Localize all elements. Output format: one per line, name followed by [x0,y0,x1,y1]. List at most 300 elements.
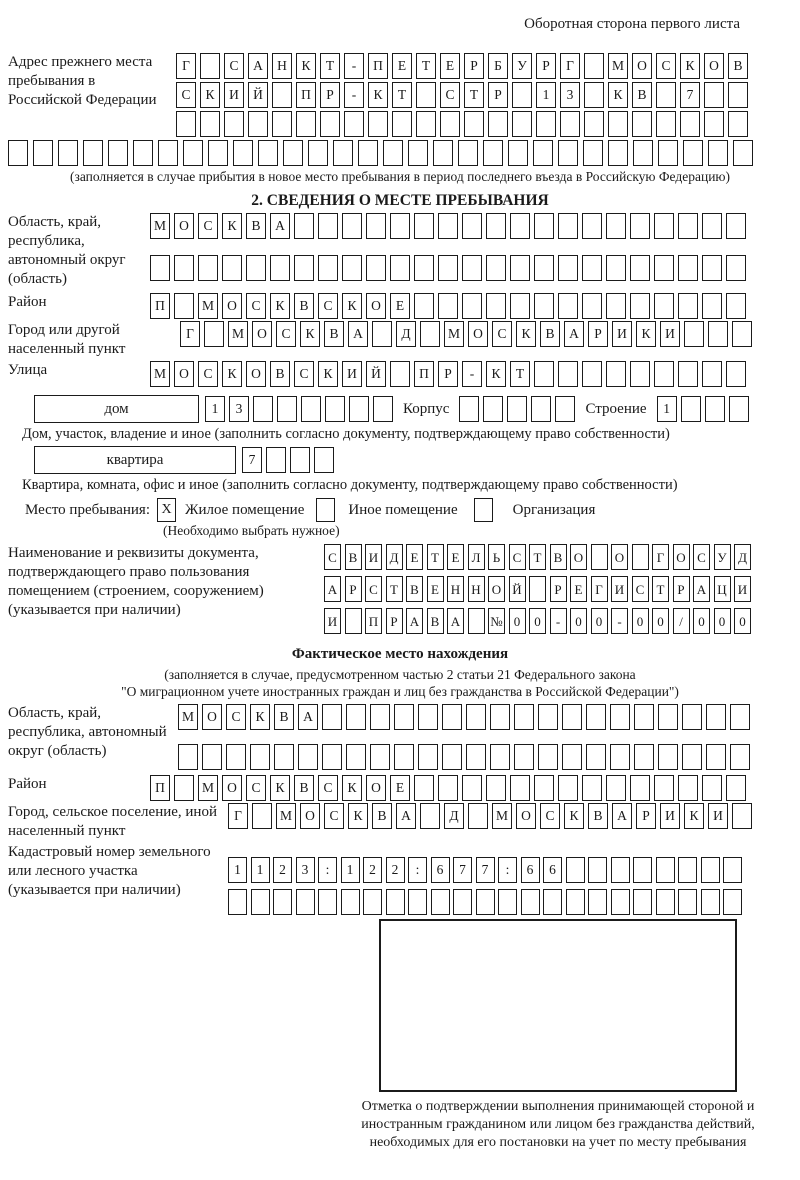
char-cell[interactable] [394,744,414,770]
char-cell[interactable] [536,111,556,137]
char-cell[interactable]: Е [440,53,460,79]
char-cell[interactable]: 2 [363,857,382,883]
char-cell[interactable] [301,396,321,422]
char-cell[interactable] [462,255,482,281]
char-cell[interactable] [723,889,742,915]
char-cell[interactable]: 7 [453,857,472,883]
char-cell[interactable] [521,889,540,915]
char-cell[interactable]: И [734,576,751,602]
char-cell[interactable] [414,255,434,281]
char-cell[interactable]: О [632,53,652,79]
char-cell[interactable] [658,744,678,770]
char-cell[interactable] [418,704,438,730]
char-cell[interactable] [346,744,366,770]
char-cell[interactable] [606,361,626,387]
char-cell[interactable] [608,111,628,137]
char-cell[interactable]: С [656,53,676,79]
char-cell[interactable] [680,111,700,137]
char-cell[interactable] [250,744,270,770]
char-cell[interactable] [442,744,462,770]
char-cell[interactable] [678,775,698,801]
char-cell[interactable] [228,889,247,915]
char-cell[interactable] [490,704,510,730]
char-cell[interactable] [486,293,506,319]
char-cell[interactable]: С [632,576,649,602]
char-cell[interactable]: М [150,213,170,239]
char-cell[interactable] [534,213,554,239]
char-cell[interactable] [272,111,292,137]
char-cell[interactable]: : [318,857,337,883]
char-cell[interactable] [226,744,246,770]
char-cell[interactable]: - [462,361,482,387]
char-cell[interactable]: 3 [296,857,315,883]
char-cell[interactable] [732,803,752,829]
char-cell[interactable] [560,111,580,137]
char-cell[interactable] [726,213,746,239]
char-cell[interactable]: И [324,608,341,634]
char-cell[interactable] [558,361,578,387]
char-cell[interactable] [681,396,701,422]
char-cell[interactable]: И [365,544,382,570]
char-cell[interactable] [510,775,530,801]
char-cell[interactable]: С [294,361,314,387]
char-cell[interactable] [462,775,482,801]
char-cell[interactable] [588,889,607,915]
char-cell[interactable]: 1 [228,857,247,883]
char-cell[interactable] [566,857,585,883]
char-cell[interactable]: С [440,82,460,108]
char-cell[interactable] [158,140,178,166]
char-cell[interactable]: К [342,293,362,319]
char-cell[interactable]: Е [390,775,410,801]
char-cell[interactable] [453,889,472,915]
char-cell[interactable] [296,889,315,915]
char-cell[interactable]: О [516,803,536,829]
char-cell[interactable]: О [611,544,628,570]
char-cell[interactable] [178,744,198,770]
char-cell[interactable] [258,140,278,166]
char-cell[interactable]: Д [444,803,464,829]
char-cell[interactable]: С [198,213,218,239]
char-cell[interactable]: Т [652,576,669,602]
char-cell[interactable] [582,213,602,239]
char-cell[interactable]: О [366,293,386,319]
char-cell[interactable] [656,111,676,137]
char-cell[interactable] [606,293,626,319]
char-cell[interactable] [726,255,746,281]
char-cell[interactable]: О [704,53,724,79]
char-cell[interactable]: Д [386,544,403,570]
char-cell[interactable]: 1 [251,857,270,883]
char-cell[interactable] [678,213,698,239]
char-cell[interactable] [440,111,460,137]
char-cell[interactable] [150,255,170,281]
char-cell[interactable] [366,255,386,281]
char-cell[interactable] [344,111,364,137]
char-cell[interactable]: Н [272,53,292,79]
char-cell[interactable]: И [708,803,728,829]
char-cell[interactable] [558,213,578,239]
char-cell[interactable]: Р [588,321,608,347]
char-cell[interactable] [705,396,725,422]
char-cell[interactable] [704,82,724,108]
char-cell[interactable] [176,111,196,137]
char-cell[interactable] [510,213,530,239]
char-cell[interactable]: И [660,803,680,829]
char-cell[interactable]: В [372,803,392,829]
char-cell[interactable] [363,889,382,915]
char-cell[interactable]: С [224,53,244,79]
char-cell[interactable] [702,213,722,239]
char-cell[interactable]: М [444,321,464,347]
char-cell[interactable] [562,704,582,730]
char-cell[interactable] [33,140,53,166]
char-cell[interactable] [702,775,722,801]
char-cell[interactable]: Т [392,82,412,108]
char-cell[interactable] [358,140,378,166]
char-cell[interactable]: А [324,576,341,602]
char-cell[interactable]: Г [652,544,669,570]
char-cell[interactable] [294,255,314,281]
char-cell[interactable]: Р [550,576,567,602]
char-cell[interactable]: О [366,775,386,801]
char-cell[interactable] [706,704,726,730]
char-cell[interactable] [458,140,478,166]
char-cell[interactable] [408,140,428,166]
char-cell[interactable] [512,111,532,137]
char-cell[interactable]: С [492,321,512,347]
char-cell[interactable]: С [198,361,218,387]
char-cell[interactable] [273,889,292,915]
char-cell[interactable] [370,704,390,730]
char-cell[interactable] [414,775,434,801]
char-cell[interactable]: С [540,803,560,829]
char-cell[interactable]: Е [570,576,587,602]
char-cell[interactable]: К [636,321,656,347]
char-cell[interactable]: П [296,82,316,108]
char-cell[interactable] [583,140,603,166]
char-cell[interactable]: 0 [693,608,710,634]
char-cell[interactable]: К [516,321,536,347]
char-cell[interactable] [708,140,728,166]
char-cell[interactable]: - [344,53,364,79]
char-cell[interactable]: И [224,82,244,108]
char-cell[interactable] [246,255,266,281]
char-cell[interactable]: 0 [529,608,546,634]
char-cell[interactable]: С [693,544,710,570]
char-cell[interactable] [708,321,728,347]
char-cell[interactable] [208,140,228,166]
char-cell[interactable] [283,140,303,166]
char-cell[interactable] [606,213,626,239]
char-cell[interactable] [349,396,369,422]
char-cell[interactable] [630,213,650,239]
char-cell[interactable] [733,140,753,166]
char-cell[interactable] [486,775,506,801]
char-cell[interactable] [318,255,338,281]
char-cell[interactable] [654,361,674,387]
char-cell[interactable]: К [270,775,290,801]
char-cell[interactable] [320,111,340,137]
char-cell[interactable] [586,744,606,770]
char-cell[interactable] [322,704,342,730]
char-cell[interactable]: Ц [714,576,731,602]
char-cell[interactable]: П [150,293,170,319]
char-cell[interactable] [390,255,410,281]
char-cell[interactable] [420,803,440,829]
char-cell[interactable] [558,775,578,801]
char-cell[interactable]: Б [488,53,508,79]
char-cell[interactable]: В [728,53,748,79]
char-cell[interactable]: К [564,803,584,829]
char-cell[interactable] [508,140,528,166]
char-cell[interactable] [438,293,458,319]
char-cell[interactable] [529,576,546,602]
char-cell[interactable] [678,255,698,281]
char-cell[interactable] [200,53,220,79]
char-cell[interactable] [684,321,704,347]
char-cell[interactable] [442,704,462,730]
char-cell[interactable] [266,447,286,473]
char-cell[interactable]: К [296,53,316,79]
char-cell[interactable]: Т [427,544,444,570]
char-cell[interactable] [498,889,517,915]
char-cell[interactable] [462,293,482,319]
char-cell[interactable]: Е [390,293,410,319]
char-cell[interactable] [414,213,434,239]
char-cell[interactable]: 7 [476,857,495,883]
char-cell[interactable]: Д [734,544,751,570]
char-cell[interactable] [632,544,649,570]
char-cell[interactable] [634,744,654,770]
char-cell[interactable]: Й [366,361,386,387]
char-cell[interactable] [654,293,674,319]
char-cell[interactable] [732,321,752,347]
char-cell[interactable]: 0 [509,608,526,634]
char-cell[interactable] [274,744,294,770]
char-cell[interactable]: Г [180,321,200,347]
char-cell[interactable]: Н [468,576,485,602]
char-cell[interactable] [416,111,436,137]
char-cell[interactable]: О [202,704,222,730]
char-cell[interactable] [606,775,626,801]
char-cell[interactable] [701,857,720,883]
char-cell[interactable]: О [222,775,242,801]
char-cell[interactable] [462,213,482,239]
char-cell[interactable] [512,82,532,108]
char-cell[interactable]: О [570,544,587,570]
char-cell[interactable]: Е [427,576,444,602]
stay-type-checkbox-other-premises[interactable] [316,498,335,522]
char-cell[interactable]: В [294,775,314,801]
char-cell[interactable]: В [540,321,560,347]
char-cell[interactable]: С [318,293,338,319]
char-cell[interactable] [633,857,652,883]
char-cell[interactable]: № [488,608,505,634]
char-cell[interactable]: К [300,321,320,347]
char-cell[interactable] [251,889,270,915]
char-cell[interactable]: К [608,82,628,108]
char-cell[interactable]: 3 [560,82,580,108]
char-cell[interactable] [366,213,386,239]
char-cell[interactable] [8,140,28,166]
char-cell[interactable] [277,396,297,422]
char-cell[interactable] [678,293,698,319]
char-cell[interactable]: П [365,608,382,634]
char-cell[interactable] [459,396,479,422]
char-cell[interactable] [608,140,628,166]
char-cell[interactable] [308,140,328,166]
char-cell[interactable] [486,213,506,239]
char-cell[interactable] [534,361,554,387]
char-cell[interactable] [490,744,510,770]
char-cell[interactable]: К [222,213,242,239]
char-cell[interactable]: К [270,293,290,319]
char-cell[interactable] [438,775,458,801]
char-cell[interactable]: Т [510,361,530,387]
char-cell[interactable] [510,293,530,319]
char-cell[interactable] [296,111,316,137]
char-cell[interactable] [420,321,440,347]
char-cell[interactable] [346,704,366,730]
char-cell[interactable]: Д [396,321,416,347]
char-cell[interactable] [682,704,702,730]
char-cell[interactable]: К [680,53,700,79]
char-cell[interactable]: М [276,803,296,829]
char-cell[interactable]: И [612,321,632,347]
char-cell[interactable] [325,396,345,422]
char-cell[interactable]: К [200,82,220,108]
char-cell[interactable] [183,140,203,166]
char-cell[interactable]: А [248,53,268,79]
char-cell[interactable]: Р [488,82,508,108]
char-cell[interactable]: 7 [242,447,262,473]
char-cell[interactable]: 2 [273,857,292,883]
char-cell[interactable]: Р [464,53,484,79]
char-cell[interactable] [314,447,334,473]
stay-type-checkbox-residential[interactable]: X [157,498,176,522]
char-cell[interactable] [466,704,486,730]
char-cell[interactable] [174,775,194,801]
char-cell[interactable]: 0 [652,608,669,634]
confirmation-mark-box[interactable] [379,919,737,1092]
char-cell[interactable]: Е [447,544,464,570]
char-cell[interactable]: А [406,608,423,634]
char-cell[interactable]: В [294,293,314,319]
char-cell[interactable]: 1 [657,396,677,422]
char-cell[interactable] [728,111,748,137]
char-cell[interactable] [611,857,630,883]
char-cell[interactable]: А [298,704,318,730]
char-cell[interactable]: - [611,608,628,634]
char-cell[interactable] [534,255,554,281]
char-cell[interactable] [582,255,602,281]
char-cell[interactable] [584,53,604,79]
char-cell[interactable]: С [246,293,266,319]
char-cell[interactable] [392,111,412,137]
char-cell[interactable]: О [673,544,690,570]
char-cell[interactable] [701,889,720,915]
char-cell[interactable] [390,213,410,239]
char-cell[interactable] [634,704,654,730]
char-cell[interactable] [431,889,450,915]
char-cell[interactable] [200,111,220,137]
char-cell[interactable]: И [660,321,680,347]
char-cell[interactable]: Т [416,53,436,79]
char-cell[interactable] [298,744,318,770]
char-cell[interactable]: И [611,576,628,602]
char-cell[interactable]: Ь [488,544,505,570]
char-cell[interactable] [534,775,554,801]
char-cell[interactable] [488,111,508,137]
char-cell[interactable] [538,744,558,770]
char-cell[interactable]: М [198,293,218,319]
char-cell[interactable] [633,889,652,915]
char-cell[interactable]: С [324,544,341,570]
char-cell[interactable] [630,293,650,319]
char-cell[interactable] [531,396,551,422]
char-cell[interactable] [514,704,534,730]
char-cell[interactable] [433,140,453,166]
char-cell[interactable] [702,293,722,319]
char-cell[interactable] [83,140,103,166]
char-cell[interactable] [630,361,650,387]
char-cell[interactable] [341,889,360,915]
char-cell[interactable]: О [222,293,242,319]
char-cell[interactable]: Е [392,53,412,79]
char-cell[interactable] [345,608,362,634]
char-cell[interactable]: 0 [591,608,608,634]
char-cell[interactable]: М [228,321,248,347]
char-cell[interactable]: А [447,608,464,634]
char-cell[interactable] [658,704,678,730]
char-cell[interactable]: 0 [632,608,649,634]
char-cell[interactable] [390,361,410,387]
char-cell[interactable] [562,744,582,770]
char-cell[interactable]: Г [176,53,196,79]
char-cell[interactable] [510,255,530,281]
char-cell[interactable] [704,111,724,137]
char-cell[interactable] [630,775,650,801]
char-cell[interactable]: С [226,704,246,730]
char-cell[interactable]: Р [536,53,556,79]
char-cell[interactable] [606,255,626,281]
char-cell[interactable] [58,140,78,166]
char-cell[interactable] [582,293,602,319]
char-cell[interactable]: 3 [229,396,249,422]
char-cell[interactable] [726,293,746,319]
char-cell[interactable] [654,255,674,281]
char-cell[interactable] [464,111,484,137]
char-cell[interactable]: О [252,321,272,347]
char-cell[interactable]: О [174,361,194,387]
char-cell[interactable]: К [348,803,368,829]
char-cell[interactable] [342,255,362,281]
char-cell[interactable] [372,321,392,347]
char-cell[interactable]: Й [248,82,268,108]
char-cell[interactable]: Т [386,576,403,602]
char-cell[interactable]: П [414,361,434,387]
char-cell[interactable]: 0 [570,608,587,634]
char-cell[interactable] [656,82,676,108]
char-cell[interactable]: Р [345,576,362,602]
char-cell[interactable] [174,255,194,281]
char-cell[interactable]: 0 [734,608,751,634]
char-cell[interactable]: А [270,213,290,239]
char-cell[interactable] [533,140,553,166]
char-cell[interactable] [408,889,427,915]
char-cell[interactable] [610,704,630,730]
